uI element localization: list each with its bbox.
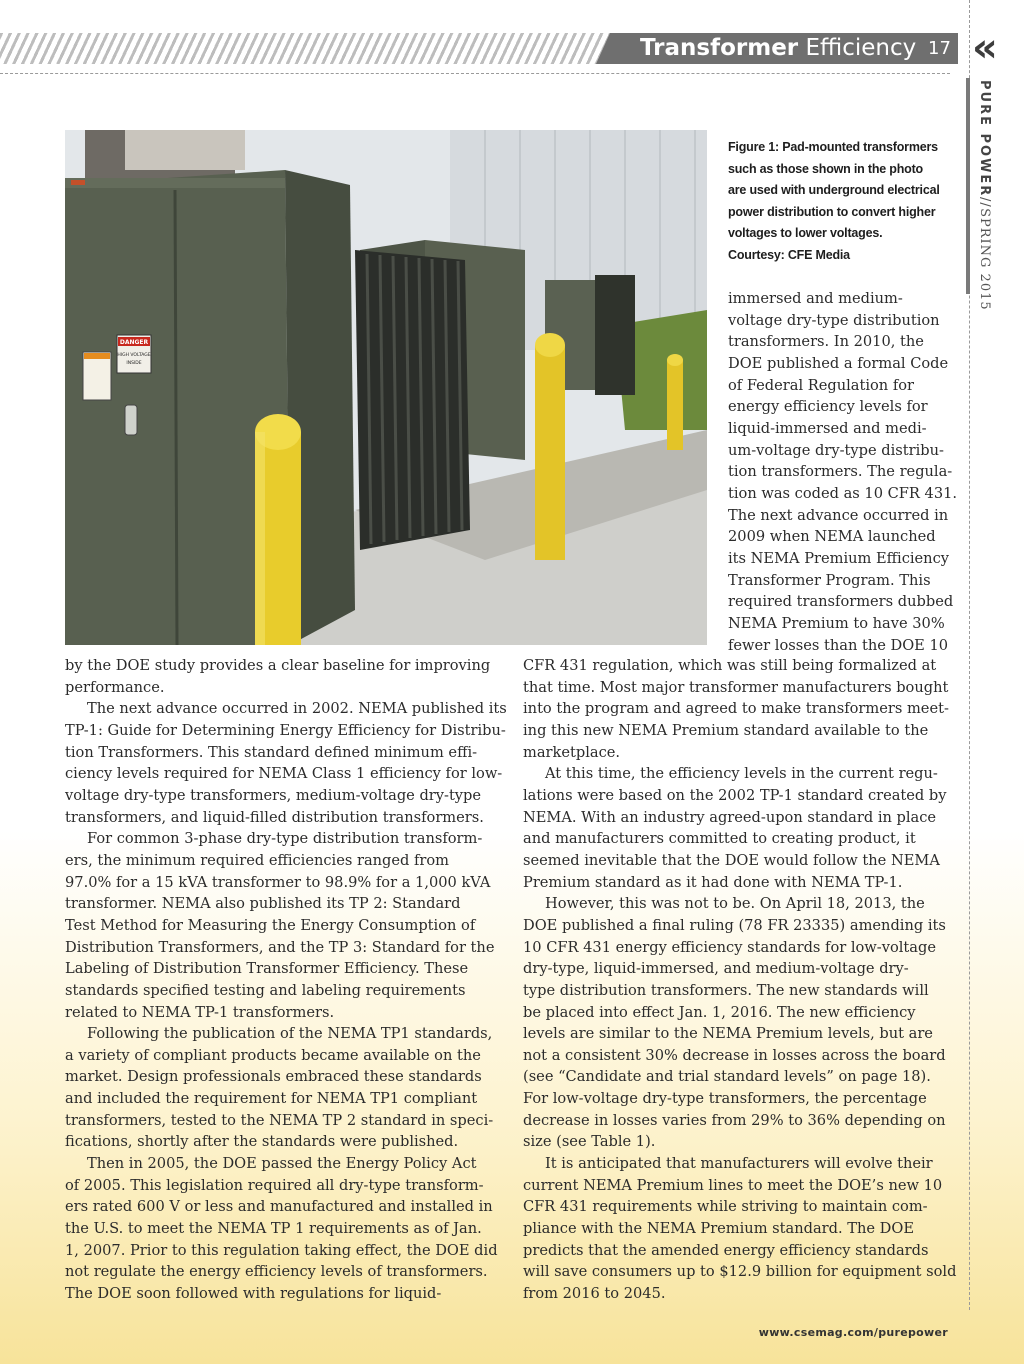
caption-line: such as those shown in the photo [728,161,923,176]
article-line: be placed into effect Jan. 1, 2016. The new efficiency [523,1003,916,1021]
article-line: the U.S. to meet the NEMA TP 1 requirements as of Jan. [65,1220,482,1238]
article-line: immersed and medium- [728,290,903,307]
article-line: TP-1: Guide for Determining Energy Efficiency for Distribu- [65,721,506,739]
transformer-photo-image [65,130,707,645]
article-line: levels are similar to the NEMA Premium levels, but are [523,1025,933,1043]
article-line: by the DOE study provides a clear baseline for improving [65,657,491,674]
article-line: voltage dry-type distribution [728,311,940,329]
bollard-middle [535,333,565,560]
publication-side-label [976,80,992,311]
article-line: Test Method for Measuring the Energy Consumption of [65,916,476,934]
article-line: of 2005. This legislation required all dry-type transform- [65,1176,484,1194]
article-line: (see “Candidate and trial standard levels” on page 18). [523,1068,931,1086]
article-line: transformers. In 2010, the [728,333,924,351]
caption-line: Courtesy: CFE Media [728,247,850,262]
publication-separator: // [977,197,992,209]
section-title-bold: Transformer [640,35,799,61]
publication-name: PURE POWER [977,80,992,198]
article-line: At this time, the efficiency levels in the current regu- [545,765,938,783]
header-band [0,33,958,64]
article-line: market. Design professionals embraced these standards [65,1068,482,1086]
article-line: The next advance occurred in 2002. NEMA published its [87,700,507,718]
article-line: type distribution transformers. The new standards will [523,981,929,999]
cooling-fins [355,250,470,550]
article-line: required transformers dubbed [728,593,954,611]
article-line: Then in 2005, the DOE passed the Energy Policy Act [87,1155,477,1173]
article-line: from 2016 to 2045. [523,1285,666,1303]
article-line: tion Transformers. This standard defined minimum effi- [65,743,478,761]
figure-caption [728,137,948,266]
article-line: DOE published a final ruling (78 FR 23335) amending its [523,916,946,934]
footer-url: www.csemag.com/purepower [758,1326,948,1339]
article-line: 10 CFR 431 energy efficiency standards for low-voltage [523,938,936,956]
article-line: For common 3-phase dry-type distribution transform- [87,830,483,848]
danger-sign-line3: INSIDE [126,361,142,366]
article-line: CFR 431 regulation, which was still being formalized at [523,657,937,674]
article-line: Distribution Transformers, and the TP 3: Standard for the [65,938,495,956]
article-line: Labeling of Distribution Transformer Efficiency. These [65,960,469,978]
cabinet-door-seam [175,190,177,645]
article-line: Following the publication of the NEMA TP1 standards, [87,1025,493,1043]
article-line: of Federal Regulation for [728,376,915,394]
article-column-left [65,655,507,1305]
article-line: into the program and agreed to make transformers meet- [523,700,949,718]
article-line: Transformer Program. This [728,571,931,589]
page-number: 17 [928,38,951,59]
article-line: ers rated 600 V or less and manufactured and installed in [65,1198,493,1216]
article-line: standards specified testing and labeling requirements [65,981,466,999]
article-line: NEMA Premium to have 30% [728,614,945,632]
article-column-right-top [728,288,958,656]
chevron-left-icon: « [972,25,988,71]
article-line: transformers, tested to the NEMA TP 2 standard in speci- [65,1111,494,1129]
publication-issue: SPRING 2015 [977,208,992,311]
article-line: not regulate the energy efficiency levels of transformers. [65,1263,488,1281]
article-line: fewer losses than the DOE 10 [728,636,949,654]
article-line: that time. Most major transformer manufacturers bought [523,678,949,696]
article-line: um-voltage dry-type distribu- [728,441,944,459]
article-line: will save consumers up to $12.9 billion for equipment sold [523,1263,957,1281]
far-transformer-fins [595,275,635,395]
article-line: ing this new NEMA Premium standard available to the [523,721,929,739]
header-divider [0,73,950,74]
manufacturer-badge [71,180,85,185]
warning-label-header [84,353,110,359]
danger-sign-line2: HIGH VOLTAGE [117,353,151,358]
article-line: voltage dry-type transformers, medium-voltage dry-type [65,786,482,804]
caption-line: Figure 1: Pad-mounted transformers [728,140,938,154]
article-line: DOE published a formal Code [728,354,949,372]
article-line: 1, 2007. Prior to this regulation taking effect, the DOE did [65,1241,498,1259]
article-column-right [523,655,957,1305]
article-line: tion transformers. The regula- [728,463,953,481]
side-accent-bar [966,78,970,294]
article-line: NEMA. With an industry agreed-upon standard in place [523,808,937,826]
article-line: marketplace. [523,743,621,761]
cabinet-top-edge [65,178,285,188]
article-line: transformer. NEMA also published its TP 2: Standard [65,895,461,913]
article-line: For low-voltage dry-type transformers, the percentage [523,1090,927,1108]
article-line: and included the requirement for NEMA TP1 compliant [65,1090,478,1108]
header-hatch-pattern [0,33,612,64]
article-line: liquid-immersed and medi- [728,419,927,437]
article-line: dry-type, liquid-immersed, and medium-voltage dry- [523,960,909,978]
transformer-photo [65,130,707,645]
caption-line: power distribution to convert higher [728,204,936,219]
article-line: lations were based on the 2002 TP-1 standard created by [523,786,947,804]
article-line: It is anticipated that manufacturers will evolve their [545,1155,933,1173]
article-line: related to NEMA TP-1 transformers. [65,1003,335,1021]
article-line: ciency levels required for NEMA Class 1 efficiency for low- [65,765,503,783]
article-line: However, this was not to be. On April 18, 2013, the [545,895,925,913]
caption-line: are used with underground electrical [728,183,940,197]
article-line: current NEMA Premium lines to meet the DOE’s new 10 [523,1176,943,1194]
article-line: transformers, and liquid-filled distribution transformers. [65,808,484,826]
article-line: The next advance occurred in [728,506,949,524]
article-line: decrease in losses varies from 29% to 36% depending on [523,1111,946,1129]
bollard-front [255,414,301,645]
danger-sign-text: DANGER [119,339,149,346]
article-line: not a consistent 30% decrease in losses across the board [523,1046,946,1064]
article-line: 97.0% for a 15 kVA transformer to 98.9% for a 1,000 kVA [65,873,491,891]
article-line: Premium standard as it had done with NEMA TP-1. [523,873,903,891]
article-line: seemed inevitable that the DOE would follow the NEMA [523,851,940,869]
caption-line: voltages to lower voltages. [728,226,883,240]
article-line: predicts that the amended energy efficiency standards [523,1241,929,1259]
bollard-far [667,354,683,450]
article-line: its NEMA Premium Efficiency [728,549,950,567]
article-line: size (see Table 1). [523,1133,656,1151]
article-line: tion was coded as 10 CFR 431. [728,484,958,502]
section-title-light: Efficiency [805,35,917,61]
article-line: energy efficiency levels for [728,398,928,416]
article-line: CFR 431 requirements while striving to maintain com- [523,1198,928,1216]
article-line: fications, shortly after the standards were published. [65,1133,459,1151]
article-line: 2009 when NEMA launched [728,528,936,546]
warning-label [83,352,111,400]
article-line: The DOE soon followed with regulations for liquid- [65,1285,442,1303]
article-line: pliance with the NEMA Premium standard. The DOE [523,1220,915,1238]
article-line: a variety of compliant products became available on the [65,1046,481,1064]
building-wall-left [125,130,245,170]
section-title [640,35,916,62]
article-line: ers, the minimum required efficiencies ranged from [65,851,450,869]
article-line: and manufacturers committed to creating product, it [523,830,916,848]
door-latch [125,405,137,435]
article-line: performance. [65,678,165,696]
